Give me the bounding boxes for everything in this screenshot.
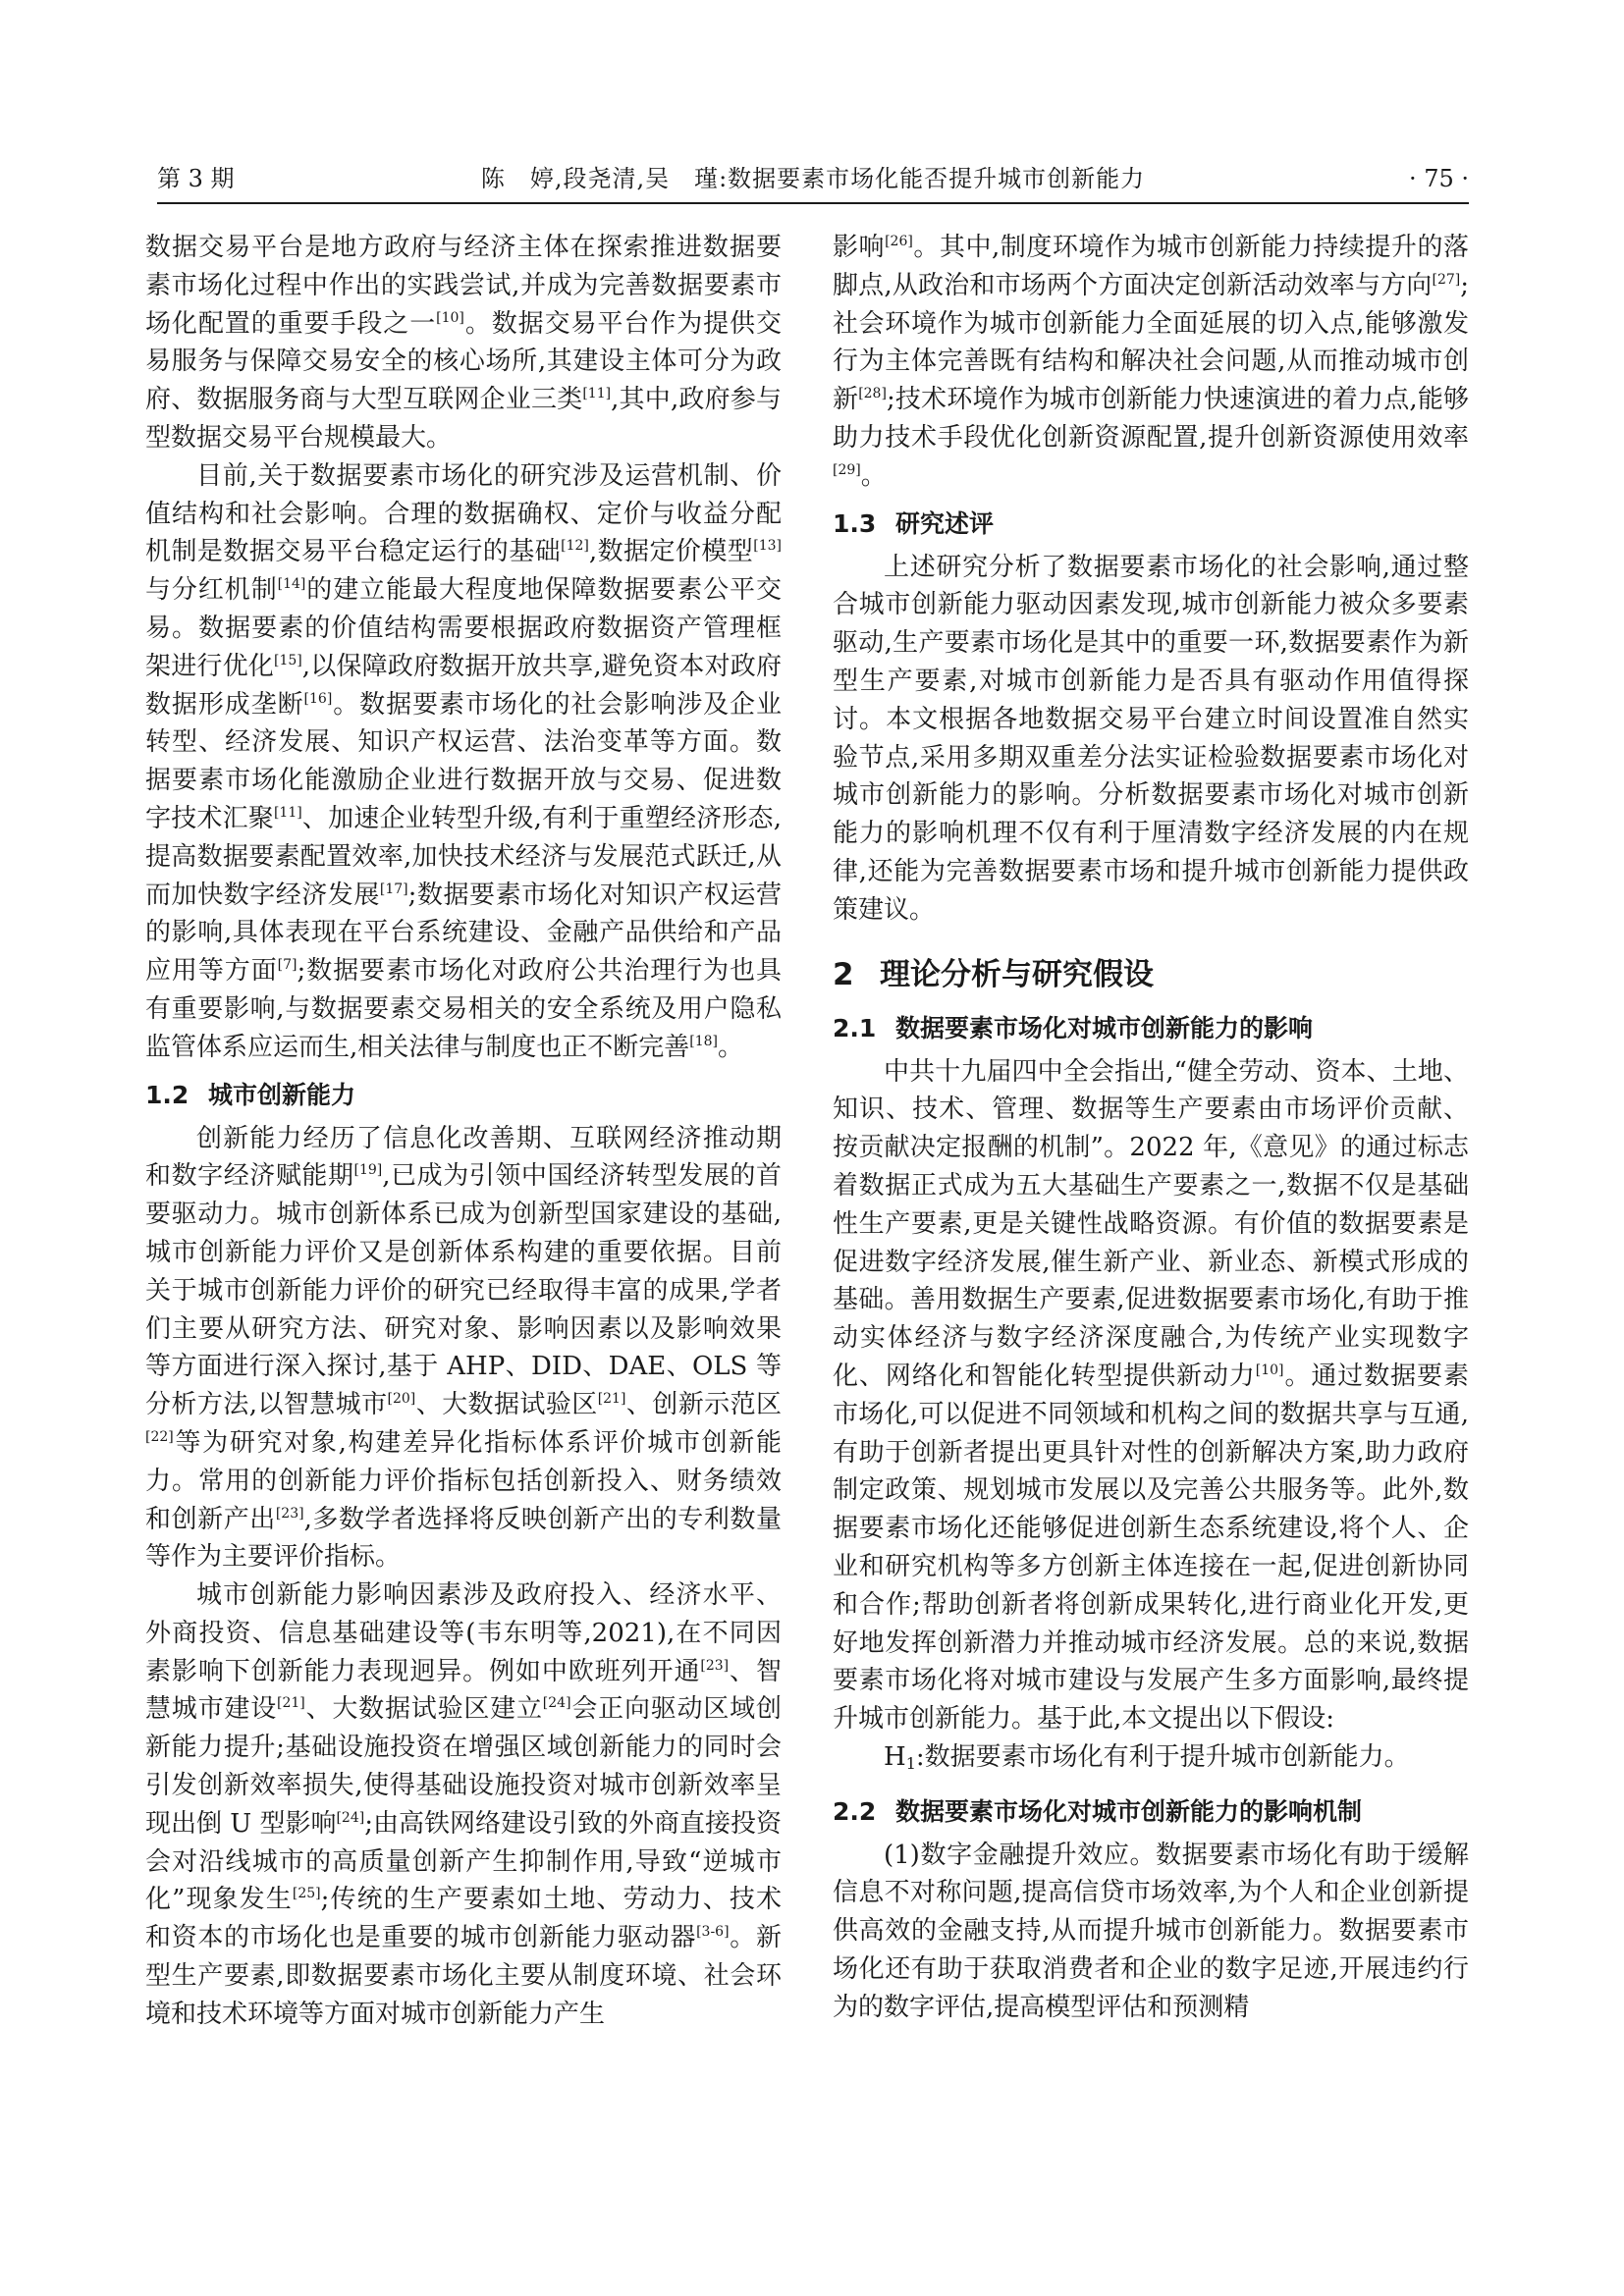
header-rule [157,202,1469,204]
text-run: 。通过数据要素市场化,可以促进不同领域和机构之间的数据共享与互通,有助于创新者提出更具针对性的创新解决方案,助力政府制定政策、规划城市发展以及完善公共服务等。此外,数据要素市场化还能够促进创新生态系统建设,将个人、企业和研究机构等多方创新主体连接在一起,促进创新协同和合作;帮助创新者将创新成果转化,进行商业化开发,更好地发挥创新潜力并推动城市经济发展。总的来说,数据要素市场化将对城市建设与发展产生多方面影响,最终提升城市创新能力。基于此,本文提出以下假设: [833,1361,1469,1735]
chapter-number: 2 [833,956,854,992]
text-run: ;数据要素市场化对政府公共治理行为也具有重要影响,与数据要素交易相关的安全系统及用户隐私监管体系应运而生,相关法律与制度也正不断完善 [145,956,782,1062]
citation-ref: [23] [275,1505,304,1522]
text-run: 影响 [833,233,886,262]
text-run: 数据交易平台是地方政府与经济主体在探索推进数据要素市场化过程中作出的实践尝试,并成为完善数据要素市场化配置的重要手段之一 [145,233,782,339]
paragraph [833,1053,1469,1738]
right-column [833,229,1469,2027]
text-run: ,已成为引领中国经济转型发展的首要驱动力。城市创新体系已成为创新型国家建设的基础,城市创新能力评价又是创新体系构建的重要依据。目前关于城市创新能力评价的研究已经取得丰富的成果,学者们主要从研究方法、研究对象、影响因素以及影响效果等方面进行深入探讨,基于 AHP、DID、DAE、OLS 等分析方法,以智慧城市 [145,1161,782,1420]
citation-ref: [21] [597,1391,626,1408]
section-number: 1.3 [833,508,877,538]
citation-ref: [23] [700,1657,730,1674]
text-run: 的建立能最大程度地保障数据要素公平交易。数据要素的价值结构需要根据政府数据资产管理框架进行优化 [145,575,782,681]
text-run: ;数据要素市场化对知识产权运营的影响,具体表现在平台系统建设、金融产品供给和产品应用等方面 [145,880,782,987]
running-header [157,157,1469,200]
page-number: · 75 · [1408,165,1469,192]
citation-ref: [7] [277,957,298,974]
text-run: 会正向驱动区域创新能力提升;基础设施投资在增强区域创新能力的同时会引发创新效率损失,使得基础设施投资对城市创新效率呈现出倒 U 型影响 [145,1694,782,1839]
text-run: 。 [718,1032,744,1062]
text-run: 。数据交易平台作为提供交易服务与保障交易安全的核心场所,其建设主体可分为政府、数据服务商与大型互联网企业三类 [145,308,782,415]
citation-ref: [14] [277,576,306,593]
citation-ref: [21] [277,1695,305,1712]
section-number: 2.2 [833,1796,877,1826]
section-number: 2.1 [833,1013,877,1042]
issue-number: 第 3 期 [157,165,235,192]
citation-ref: [24] [336,1809,365,1826]
section-title: 数据要素市场化对城市创新能力的影响 [895,1013,1314,1042]
text-run: ;传统的生产要素如土地、劳动力、技术和资本的市场化也是重要的城市创新能力驱动器 [145,1885,783,1953]
section-title: 数据要素市场化对城市创新能力的影响机制 [895,1796,1363,1826]
text-run: ,多数学者选择将反映创新产出的专利数量等作为主要评价指标。 [145,1504,782,1573]
text-run: 创新能力经历了信息化改善期、互联网经济推动期和数字经济赋能期 [145,1123,782,1192]
citation-ref: [17] [379,881,408,897]
citation-ref: [19] [353,1162,383,1179]
citation-ref: [25] [292,1886,321,1902]
citation-ref: [16] [303,690,333,707]
citation-ref: [15] [273,652,302,668]
paragraph [145,229,782,457]
paragraph [145,1120,782,1577]
text-run: 目前,关于数据要素市场化的研究涉及运营机制、价值结构和社会影响。合理的数据确权、定价与收益分配机制是数据交易平台稳定运行的基础 [145,460,782,567]
citation-ref: [27] [1432,271,1461,288]
citation-ref: [12] [561,538,589,555]
text-run: ;技术环境作为城市创新能力快速演进的着力点,能够助力技术手段优化创新资源配置,提升创新资源使用效率 [833,385,1469,453]
text-run: 。数据要素市场化的社会影响涉及企业转型、经济发展、知识产权运营、法治变革等方面。数据要素市场化能激励企业进行数据开放与交易、促进数字技术汇聚 [145,689,782,833]
citation-ref: [18] [689,1033,719,1049]
text-run: 。 [860,460,887,491]
section-title: 城市创新能力 [208,1080,356,1109]
section-number: 1.2 [145,1080,189,1109]
text-run: ;社会环境作为城市创新能力全面延展的切入点,能够激发行为主体完善既有结构和解决社会问题,从而推动城市创新 [833,270,1469,415]
text-run: 、智慧城市建设 [145,1656,782,1725]
text-run: 、创新示范区 [625,1390,782,1420]
citation-ref: [22] [145,1428,174,1445]
text-run: 等为研究对象,构建差异化指标体系评价城市创新能力。常用的创新能力评价指标包括创新投入、财务绩效和创新产出 [145,1427,782,1534]
text-run: 、大数据试验区 [415,1390,598,1420]
hypothesis-label: H [884,1741,906,1772]
text-run: ,数据定价模型 [588,537,754,567]
chapter-title: 理论分析与研究假设 [880,956,1154,992]
citation-ref: [3-6] [696,1924,730,1941]
chapter-heading-2 [833,953,1469,996]
section-title: 研究述评 [895,508,995,538]
section-heading-1-2 [145,1079,782,1112]
citation-ref: [20] [387,1391,416,1408]
citation-ref: [10] [1255,1362,1284,1378]
running-title: 陈 婷,段尧清,吴 瑾:数据要素市场化能否提升城市创新能力 [480,165,1146,192]
citation-ref: [26] [885,234,913,249]
hypothesis-text: :数据要素市场化有利于提升城市创新能力。 [915,1741,1410,1772]
paragraph [145,457,782,1067]
text-run: 中共十九届四中全会指出,“健全劳动、资本、土地、知识、技术、管理、数据等生产要素由市场评价贡献、按贡献决定报酬的机制”。2022 年,《意见》的通过标志着数据正式成为五大基础生产要素之一,数据不仅是基础性生产要素,更是关键性战略资源。有价值的数据要素是促进数字经济发展,催生新产业、新业态、新模式形成的基础。善用数据生产要素,促进数据要素市场化,有助于推动实体经济与数字经济深度融合,为传统产业实现数字化、网络化和智能化转型提供新动力 [833,1056,1469,1391]
text-run: 。其中,制度环境作为城市创新能力持续提升的落脚点,从政治和市场两个方面决定创新活动效率与方向 [833,233,1469,300]
text-run: 、大数据试验区建立 [304,1694,543,1725]
citation-ref: [28] [858,386,887,402]
citation-ref: [24] [542,1695,571,1712]
text-run: ;由高铁网络建设引致的外商直接投资会对沿线城市的高质量创新产生抑制作用,导致“逆城市化”现象发生 [145,1808,782,1915]
hypothesis [833,1738,1469,1784]
paragraph [145,1576,782,2034]
paragraph [833,229,1469,496]
text-run: ,其中,政府参与型数据交易平台规模最大。 [145,385,782,453]
citation-ref: [11] [273,804,302,821]
citation-ref: [10] [436,309,464,326]
text-run: 与分红机制 [145,575,278,606]
section-heading-2-2 [833,1795,1469,1829]
citation-ref: [29] [833,461,861,478]
paragraph: (1)数字金融提升效应。数据要素市场化有助于缓解信息不对称问题,提高信贷市场效率,为个人和企业创新提供高效的金融支持,从而提升城市创新能力。数据要素市场化还有助于获取消费者和企业的数字足迹,开展违约行为的数字评估,提高模型评估和预测精 [833,1840,1469,2022]
text-run: ,以保障政府数据开放共享,避免资本对政府数据形成垄断 [145,651,782,720]
text-run: 、加速企业转型升级,有利于重塑经济形态,提高数据要素配置效率,加快技术经济与发展范式跃迁,从而加快数字经济发展 [145,803,782,910]
section-heading-2-1 [833,1012,1469,1045]
text-run: 。新型生产要素,即数据要素市场化主要从制度环境、社会环境和技术环境等方面对城市创新能力产生 [145,1923,782,2029]
left-column [145,229,782,2034]
paragraph: 上述研究分析了数据要素市场化的社会影响,通过整合城市创新能力驱动因素发现,城市创新能力被众多要素驱动,生产要素市场化是其中的重要一环,数据要素作为新型生产要素,对城市创新能力是否具有驱动作用值得探讨。本文根据各地数据交易平台建立时间设置准自然实验节点,采用多期双重差分法实证检验数据要素市场化对城市创新能力的影响。分析数据要素市场化对城市创新能力的影响机理不仅有利于厘清数字经济发展的内在规律,还能为完善数据要素市场和提升城市创新能力提供政策建议。 [833,552,1469,925]
citation-ref: [11] [582,386,612,402]
section-heading-1-3 [833,507,1469,541]
hypothesis-subscript: 1 [905,1753,916,1773]
citation-ref: [13] [753,538,782,555]
text-run: 城市创新能力影响因素涉及政府投入、经济水平、外商投资、信息基础建设等(韦东明等,2021),在不同因素影响下创新能力表现迥异。例如中欧班列开通 [145,1580,782,1686]
